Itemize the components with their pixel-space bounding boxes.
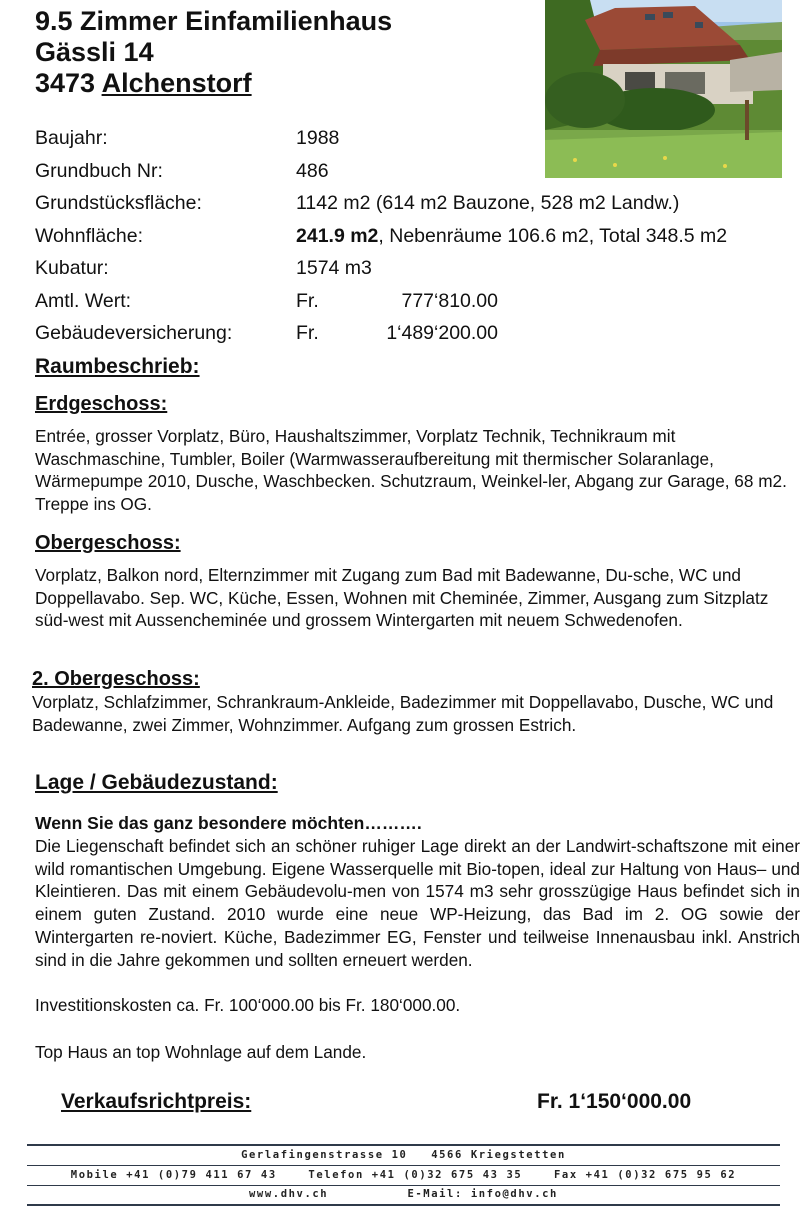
footer-web: www.dhv.ch E-Mail: info@dhv.ch [249,1188,558,1200]
fact-value-rest: , Nebenräume 106.6 m2, Total 348.5 m2 [378,224,728,247]
fact-label: Grundstücksfläche: [35,192,202,214]
listing-title [35,6,392,99]
footer-rule-middle [27,1165,780,1166]
footer-phones: Mobile +41 (0)79 411 67 43 Telefon +41 (0)32 675 43 35 Fax +41 (0)32 675 95 62 [70,1169,737,1181]
obergeschoss-2-heading: 2. Obergeschoss: [32,668,200,690]
fact-value: 1142 m2 (614 m2 Bauzone, 528 m2 Landw.) [296,192,680,214]
price-label: Verkaufsrichtpreis: [61,1090,252,1113]
fact-amount: 777‘810.00 [401,289,498,312]
footer-rule-bottom [27,1204,780,1206]
investment-costs: Investitionskosten ca. Fr. 100‘000.00 bis Fr. 180‘000.00. [35,995,461,1015]
lage-lead: Wenn Sie das ganz besondere möchten………. [35,813,422,833]
fact-label: Wohnfläche: [35,224,144,247]
footer-rule-top [27,1144,780,1146]
fact-label: Kubatur: [35,257,109,279]
fact-value-bold: 241.9 m2 [296,224,379,247]
obergeschoss-2-text: Vorplatz, Schlafzimmer, Schrankraum-Ankleide, Badezimmer mit Doppellavabo, Dusche, WC und Badewanne, zwei Zimmer, Wohnzimmer. Aufgang zum grossen Estrich. [32,692,774,735]
lage-text: Die Liegenschaft befindet sich an schöner ruhiger Lage direkt an der Landwirt-schaftszone mit einer wild romantischen Umgebung. Eigene Wasserquelle mit Bio-topen, ideal zur Haltung von Haus– und Kleintieren. Das mit einem Gebäudevolu-men von 1574 m3 sehr grosszügige Haus befindet sich in einem guten Zustand. 2010 wurde eine neue WP-Heizung, das Bad im 2. OG sowie der Wintergarten re-noviert. Küche, Badezimmer EG, Fenster und teilweise Innenausbau inkl. Anstrich sind in die Jahre gekommen und sollten erneuert werden. [35,836,800,970]
raumbeschrieb-heading: Raumbeschrieb: [35,355,200,378]
fact-currency: Fr. [296,289,319,312]
fact-value: 1574 m3 [296,257,372,279]
closing-line: Top Haus an top Wohnlage auf dem Lande. [35,1042,367,1062]
obergeschoss-text: Vorplatz, Balkon nord, Elternzimmer mit Zugang zum Bad mit Badewanne, Du-sche, WC und Doppellavabo. Sep. WC, Küche, Essen, Wohnen mit Cheminée, Zimmer, Ausgang zum Sitzplatz süd-west mit Aussencheminée und grossem Wintergarten mit neuem Schwedenofen. [35,565,769,631]
footer-rule-lower [27,1185,780,1186]
erdgeschoss-text: Entrée, grosser Vorplatz, Büro, Haushaltszimmer, Vorplatz Technik, Technikraum mit Waschmaschine, Tumbler, Boiler (Warmwasseraufbereitung mit thermischer Solaranlage, Wärmepumpe 2010, Dusche, Waschbecken. Schutzraum, Weinkel-ler, Abgang zur Garage, 68 m2. Treppe ins OG. [35,426,787,515]
fact-amount: 1‘489‘200.00 [386,322,498,344]
fact-value: 1988 [296,127,340,149]
price-value: Fr. 1‘150‘000.00 [537,1090,692,1113]
zip-code: 3473 [35,68,96,98]
town-name: Alchenstorf [101,68,252,98]
fact-currency: Fr. [296,322,319,344]
fact-label: Gebäudeversicherung: [35,322,233,344]
fact-value: 486 [296,159,329,182]
title-line-3 [35,68,392,99]
title-line-1: 9.5 Zimmer Einfamilienhaus [35,6,393,36]
title-line-2: Gässli 14 [35,37,154,67]
house-photo [545,0,782,178]
house-photo-drawing [545,0,782,178]
obergeschoss-heading: Obergeschoss: [35,532,181,554]
fact-value [296,220,727,253]
fact-label: Amtl. Wert: [35,289,132,312]
erdgeschoss-heading: Erdgeschoss: [35,393,168,415]
lage-heading: Lage / Gebäudezustand: [35,771,278,794]
footer-address: Gerlafingenstrasse 10 4566 Kriegstetten [241,1149,566,1161]
fact-label: Baujahr: [35,127,108,149]
fact-label: Grundbuch Nr: [35,159,163,182]
